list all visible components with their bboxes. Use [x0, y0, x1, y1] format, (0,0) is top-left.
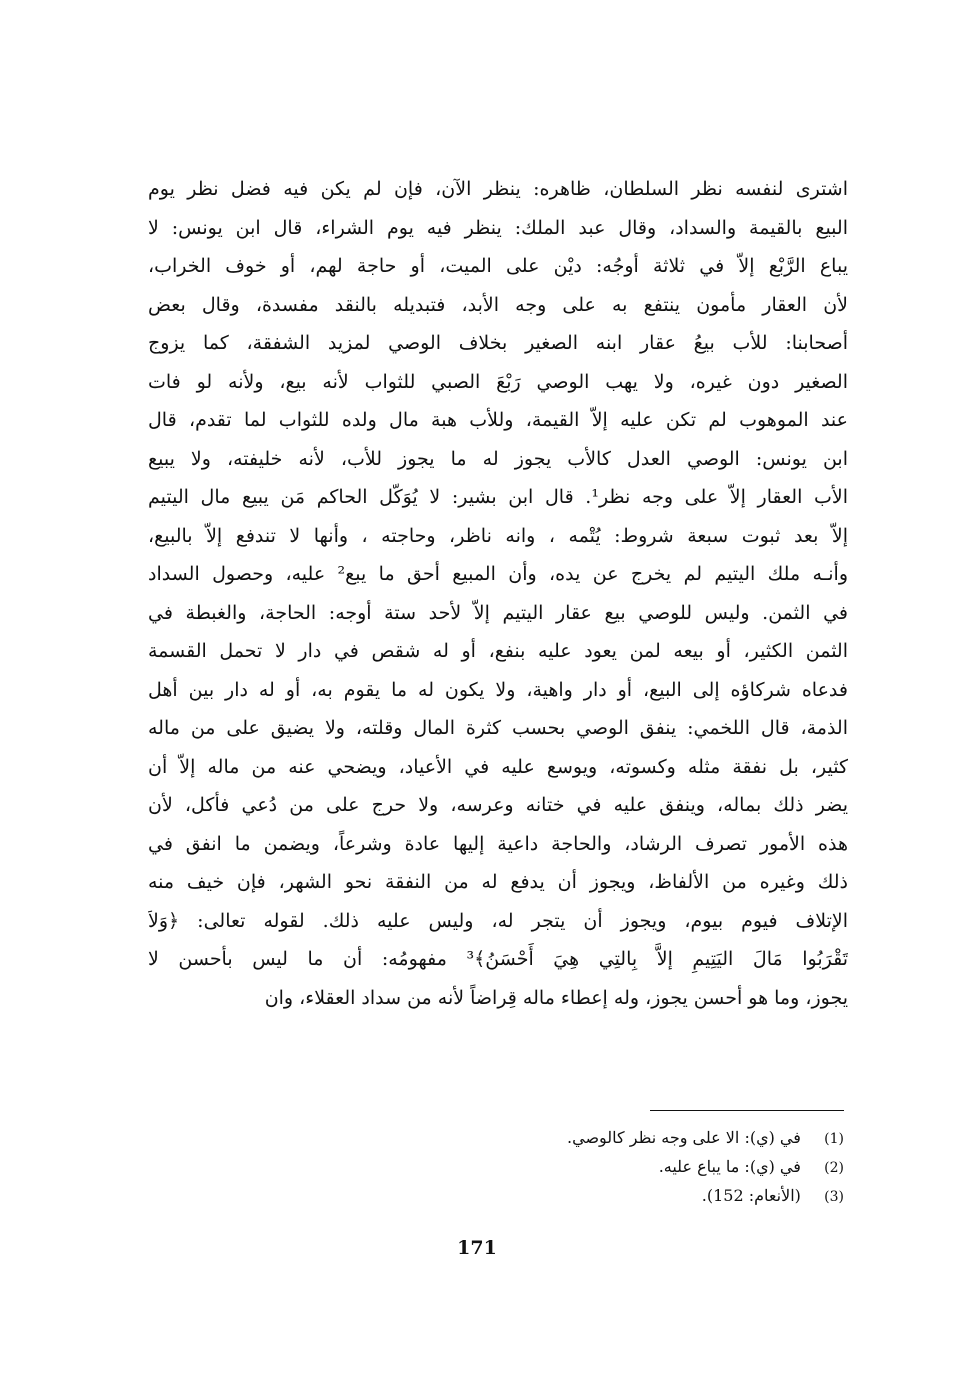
- text-line: الأب العقار إلاّ على وجه نظر¹. قال ابن بشير: لا يُوَكّل الحاكم مَن يبيع مال اليتيم: [148, 486, 848, 508]
- text-line: يضر ذلك بماله، وينفق عليه في ختانه وعرسه، ولا حرج على من دُعي فأكل، لأن: [148, 794, 848, 816]
- footnotes: [400, 1123, 844, 1210]
- page-number: 171: [457, 1237, 497, 1259]
- text-line: في الثمن. وليس للوصي بيع عقار اليتيم إلاّ لأحد ستة أوجه: الحاجة، والغبطة في: [148, 601, 848, 624]
- text-line: البيع بالقيمة والسداد، وقال عبد الملك: ينظر فيه يوم الشراء، قال ابن يونس: لا: [148, 216, 848, 239]
- footnote-separator: [650, 1110, 844, 1111]
- text-line: الثمن الكثير، أو بيعه لمن يعود عليه بنفع، أو له شقص في دار لا تحمل القسمة: [148, 640, 848, 662]
- text-line: ذلك وغيره من الألفاظ، ويجوز أن يدفع له من النفقة نحو الشهر، فإن خيف منه: [148, 871, 848, 893]
- text-line: أصحابنا: للأب بيعُ عقار ابنه الصغير بخلاف الوصي لمزيد الشفقة، كما يزوج: [148, 332, 848, 354]
- text-line: عند الموهوب لم تكن عليه إلاّ القيمة، وللأب هبة مال ولده للثواب لما تقدم، قال: [148, 409, 848, 431]
- footnote-item: [400, 1152, 844, 1181]
- text-line: يجوز، وما هو أحسن يجوز، وله إعطاء ماله قِراضاً لأنه من سداد العقلاء، وان: [264, 986, 848, 1009]
- text-line: الإتلاف فيوم بيوم، ويجوز أن يتجر له، وليس عليه ذلك. لقوله تعالى: ﴿وَلاَ: [148, 909, 848, 932]
- footnote-item: [400, 1123, 844, 1152]
- text-line: فدعاه شركاؤه إلى البيع، أو دار واهية، ولا يكون له ما يقوم به، أو له دار بين أهل: [148, 678, 848, 701]
- footnote-number: (3): [824, 1189, 844, 1205]
- text-line: إلاّ بعد ثبوت سبعة شروط: يُتْمه ، وانه ناظر، وحاجته ، وأنها لا تندفع إلاّ بالبيع،: [148, 524, 848, 547]
- text-line: هذه الأمور تصرف الرشاد، والحاجة داعية إليها عادة وشرعاً، ويضمن ما انفق في: [148, 832, 848, 855]
- text-line: كثير، بل نفقة مثله وكسوته، ويوسع عليه في الأعياد، ويضحي عنه من ماله إلاّ أن: [148, 755, 848, 778]
- text-line: يباع الرَّبْع إلاّ في ثلاثة أوجُه: ديْن على الميت، أو حاجة لهم، أو خوف الخراب،: [148, 255, 848, 277]
- text-line: الصغير دون غيره، ولا يهب الوصي رَبْعَ الصبي للثواب لأنه بيع، ولأنه لو فات: [148, 370, 848, 393]
- footnote-text: (الأنعام: 152).: [701, 1186, 801, 1205]
- footnote-number: (1): [824, 1131, 844, 1147]
- text-line: وأنـه ملك اليتيم لم يخرج عن يده، وأن المبيع أحق ما يبع² عليه، وحصول السداد: [148, 563, 848, 585]
- text-line: اشترى لنفسه نظر السلطان، ظاهره: ينظر الآن، فإن لم يكن فيه فضل نظر يوم: [148, 178, 848, 200]
- footnote-item: [400, 1181, 844, 1210]
- text-line: ابن يونس: الوصي العدل كالأب يجوز له ما يجوز للأب، لأنه خليفته، ولا يبيع: [148, 447, 848, 470]
- text-line: تَقْرَبُوا مَالَ اليَتِيمِ إلاَّ بِالتِي هِيَ أَحْسَنُ﴾³ مفهومُه: أن ما ليس بأحسن لا: [148, 948, 848, 970]
- text-line: لأن العقار مأمون ينتفع به على وجه الأبد، فتبديله بالنقد مفسدة، وقال بعض: [148, 293, 848, 316]
- footnote-number: (2): [824, 1160, 844, 1176]
- footnote-text: في (ي): الا على وجه نظر كالوصي.: [567, 1128, 801, 1147]
- text-line: الذمة، قال اللخمي: ينفق الوصي بحسب كثرة المال وقلته، ولا يضيق على من ماله: [148, 717, 848, 739]
- footnote-text: في (ي): ما يباع عليه.: [658, 1157, 801, 1176]
- body-text: [148, 170, 848, 1017]
